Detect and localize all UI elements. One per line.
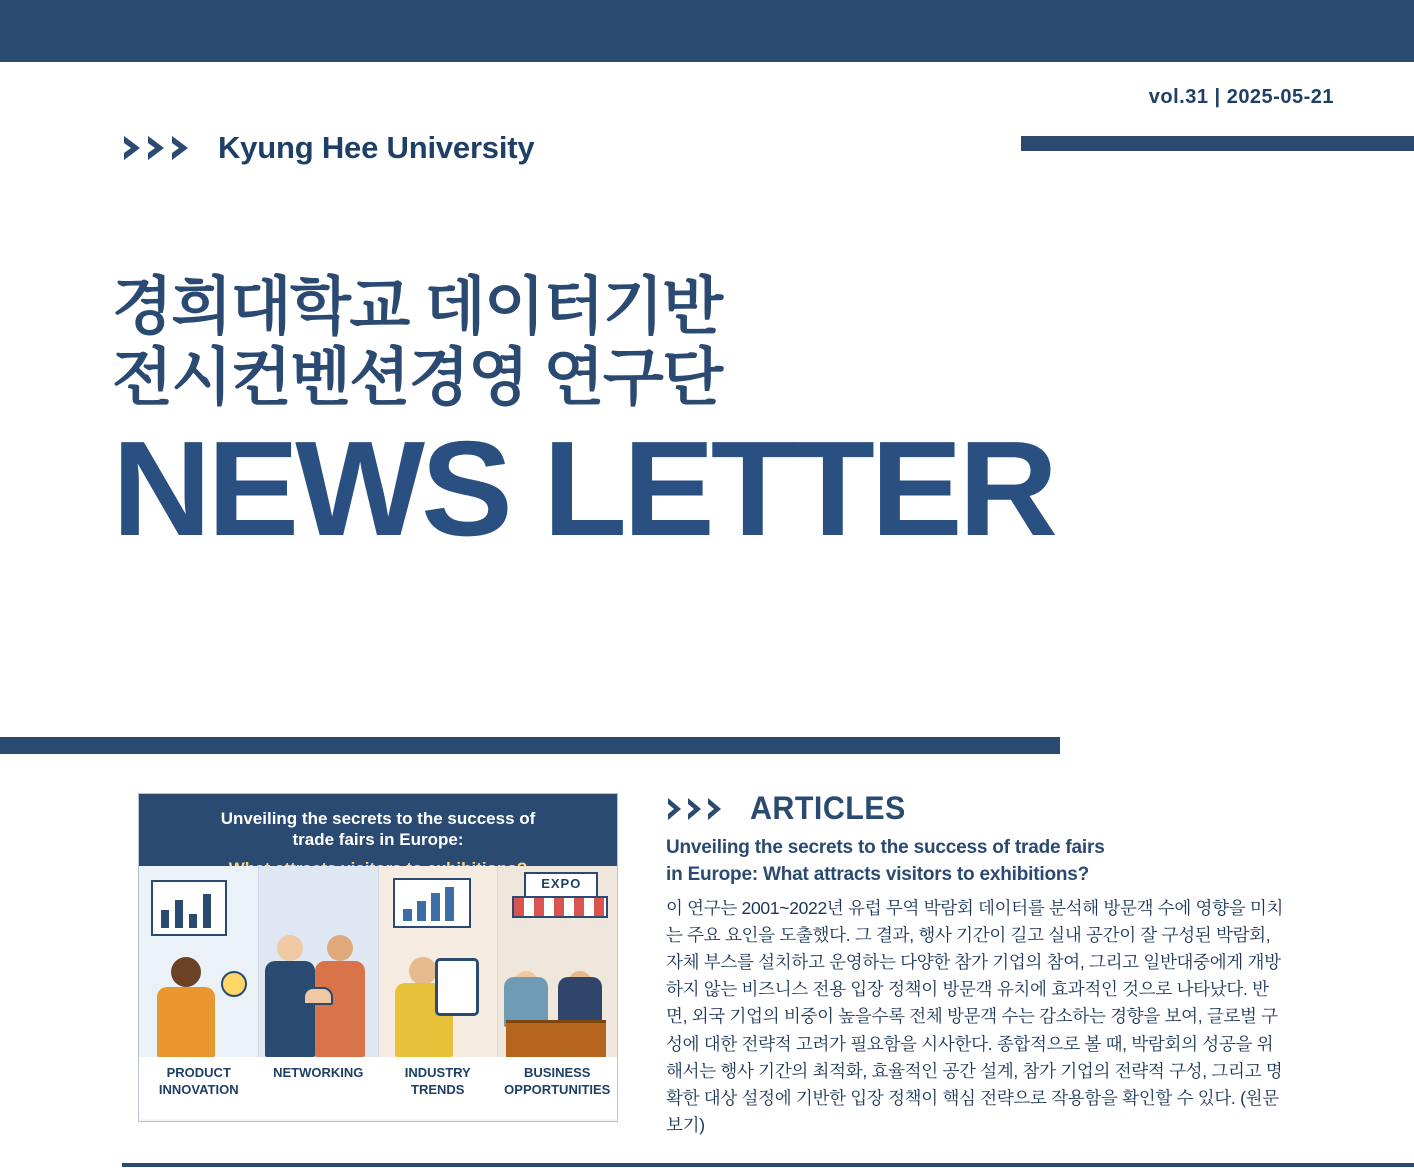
panel-label-line-2: TRENDS — [411, 1081, 465, 1097]
article-headline-line-1: Unveiling the secrets to the success of trade fairs — [666, 837, 1105, 858]
person-head-icon — [171, 957, 201, 987]
panel-label-product-innovation — [139, 1057, 259, 1119]
hero-line-2: 전시컨벤션경영 연구단 — [112, 342, 722, 413]
triple-chevron-right-icon — [122, 133, 200, 163]
panel-label-line-1: INDUSTRY — [404, 1065, 471, 1080]
tablet-device-icon — [435, 958, 479, 1016]
article-headline[interactable] — [666, 835, 1286, 889]
article-summary-text: 이 연구는 2001~2022년 유럽 무역 박람회 데이터를 분석해 방문객 수에 영향을 미치는 주요 요인을 도출했다. 그 결과, 행사 기간이 길고 실내 공간이 잘 구성된 박람회, 자체 부스를 설치하고 운영하는 다양한 참가 기업의 참여, 그리고 일반대중에게 개방하지 않는 비즈니스 전용 입장 정책이 방문객 유치에 효과적인 것으로 나타났다. 반면, 외국 기업의 비중이 높을수록 전체 방문객 수는 감소하는 경향을 보여, 글로벌 구성에 대한 전략적 고려가 필요함을 시사한다. 종합적으로 볼 때, 박람회의 성공을 위해서는 행사 기간의 최적화, 효율적인 공간 설계, 참가 기업의 전략적 구성, 그리고 명확한 대상 설정에 기반한 입장 정책이 핵심 전략으로 작용함을 확인할 수 있다. — [666, 897, 1284, 1108]
panel-label-line-2: OPPORTUNITIES — [504, 1081, 611, 1097]
expo-sign: EXPO — [524, 872, 598, 898]
panel-product-innovation — [139, 866, 259, 1057]
brand-name: Kyung Hee University — [218, 130, 535, 165]
panel-label-line-1: NETWORKING — [273, 1065, 364, 1080]
thumbnail-illustration-panels — [139, 866, 617, 1057]
panel-label-industry-trends — [378, 1057, 498, 1119]
person-body-icon — [157, 987, 215, 1057]
mid-divider-bar — [0, 737, 1060, 754]
articles-section — [666, 790, 1286, 1139]
person-body-icon — [315, 961, 365, 1057]
panel-industry-trends — [379, 866, 499, 1057]
issue-underline-bar — [1021, 136, 1414, 151]
person-head-icon — [277, 935, 303, 961]
panel-label-networking — [259, 1057, 379, 1119]
panel-label-business-opportunities — [498, 1057, 618, 1119]
triple-chevron-right-icon — [666, 796, 732, 822]
issue-info: vol.31 | 2025-05-21 — [1148, 86, 1334, 108]
person-head-icon — [327, 935, 353, 961]
bar-chart-icon — [393, 878, 471, 928]
article-headline-line-2: in Europe: What attracts visitors to exhibitions? — [666, 863, 1090, 885]
articles-section-title: ARTICLES — [750, 790, 906, 826]
article-summary — [666, 895, 1286, 1139]
panel-label-row — [139, 1057, 617, 1119]
panel-label-line-1: PRODUCT — [166, 1065, 231, 1080]
bottom-divider — [122, 1163, 1414, 1167]
booth-awning-icon — [512, 896, 608, 918]
lightbulb-icon — [221, 971, 247, 997]
presentation-board-icon — [151, 880, 227, 936]
articles-header — [666, 790, 1286, 827]
panel-label-line-1: BUSINESS — [524, 1065, 591, 1080]
thumbnail-title-line-1: Unveiling the secrets to the success of — [220, 809, 536, 828]
panel-networking — [259, 866, 379, 1057]
hero-line-1: 경희대학교 데이터기반 — [112, 272, 722, 342]
top-accent-bar — [0, 0, 1414, 62]
thumbnail-title-block — [139, 794, 617, 866]
page-title — [112, 272, 1112, 565]
hero-newsletter-word: NEWS LETTER — [112, 413, 1054, 565]
brand-block — [122, 130, 534, 166]
thumbnail-title-line-2: trade fairs in Europe: — [292, 830, 464, 850]
article-source-link[interactable]: (원문보기) — [666, 1087, 1279, 1135]
panel-label-line-2: INNOVATION — [158, 1081, 239, 1097]
person-body-icon — [265, 961, 315, 1057]
handshake-icon — [303, 987, 333, 1005]
article-thumbnail-card[interactable] — [138, 793, 618, 1122]
booth-counter-icon — [506, 1020, 606, 1057]
panel-business-opportunities — [498, 866, 617, 1057]
person-head-icon — [409, 957, 437, 985]
